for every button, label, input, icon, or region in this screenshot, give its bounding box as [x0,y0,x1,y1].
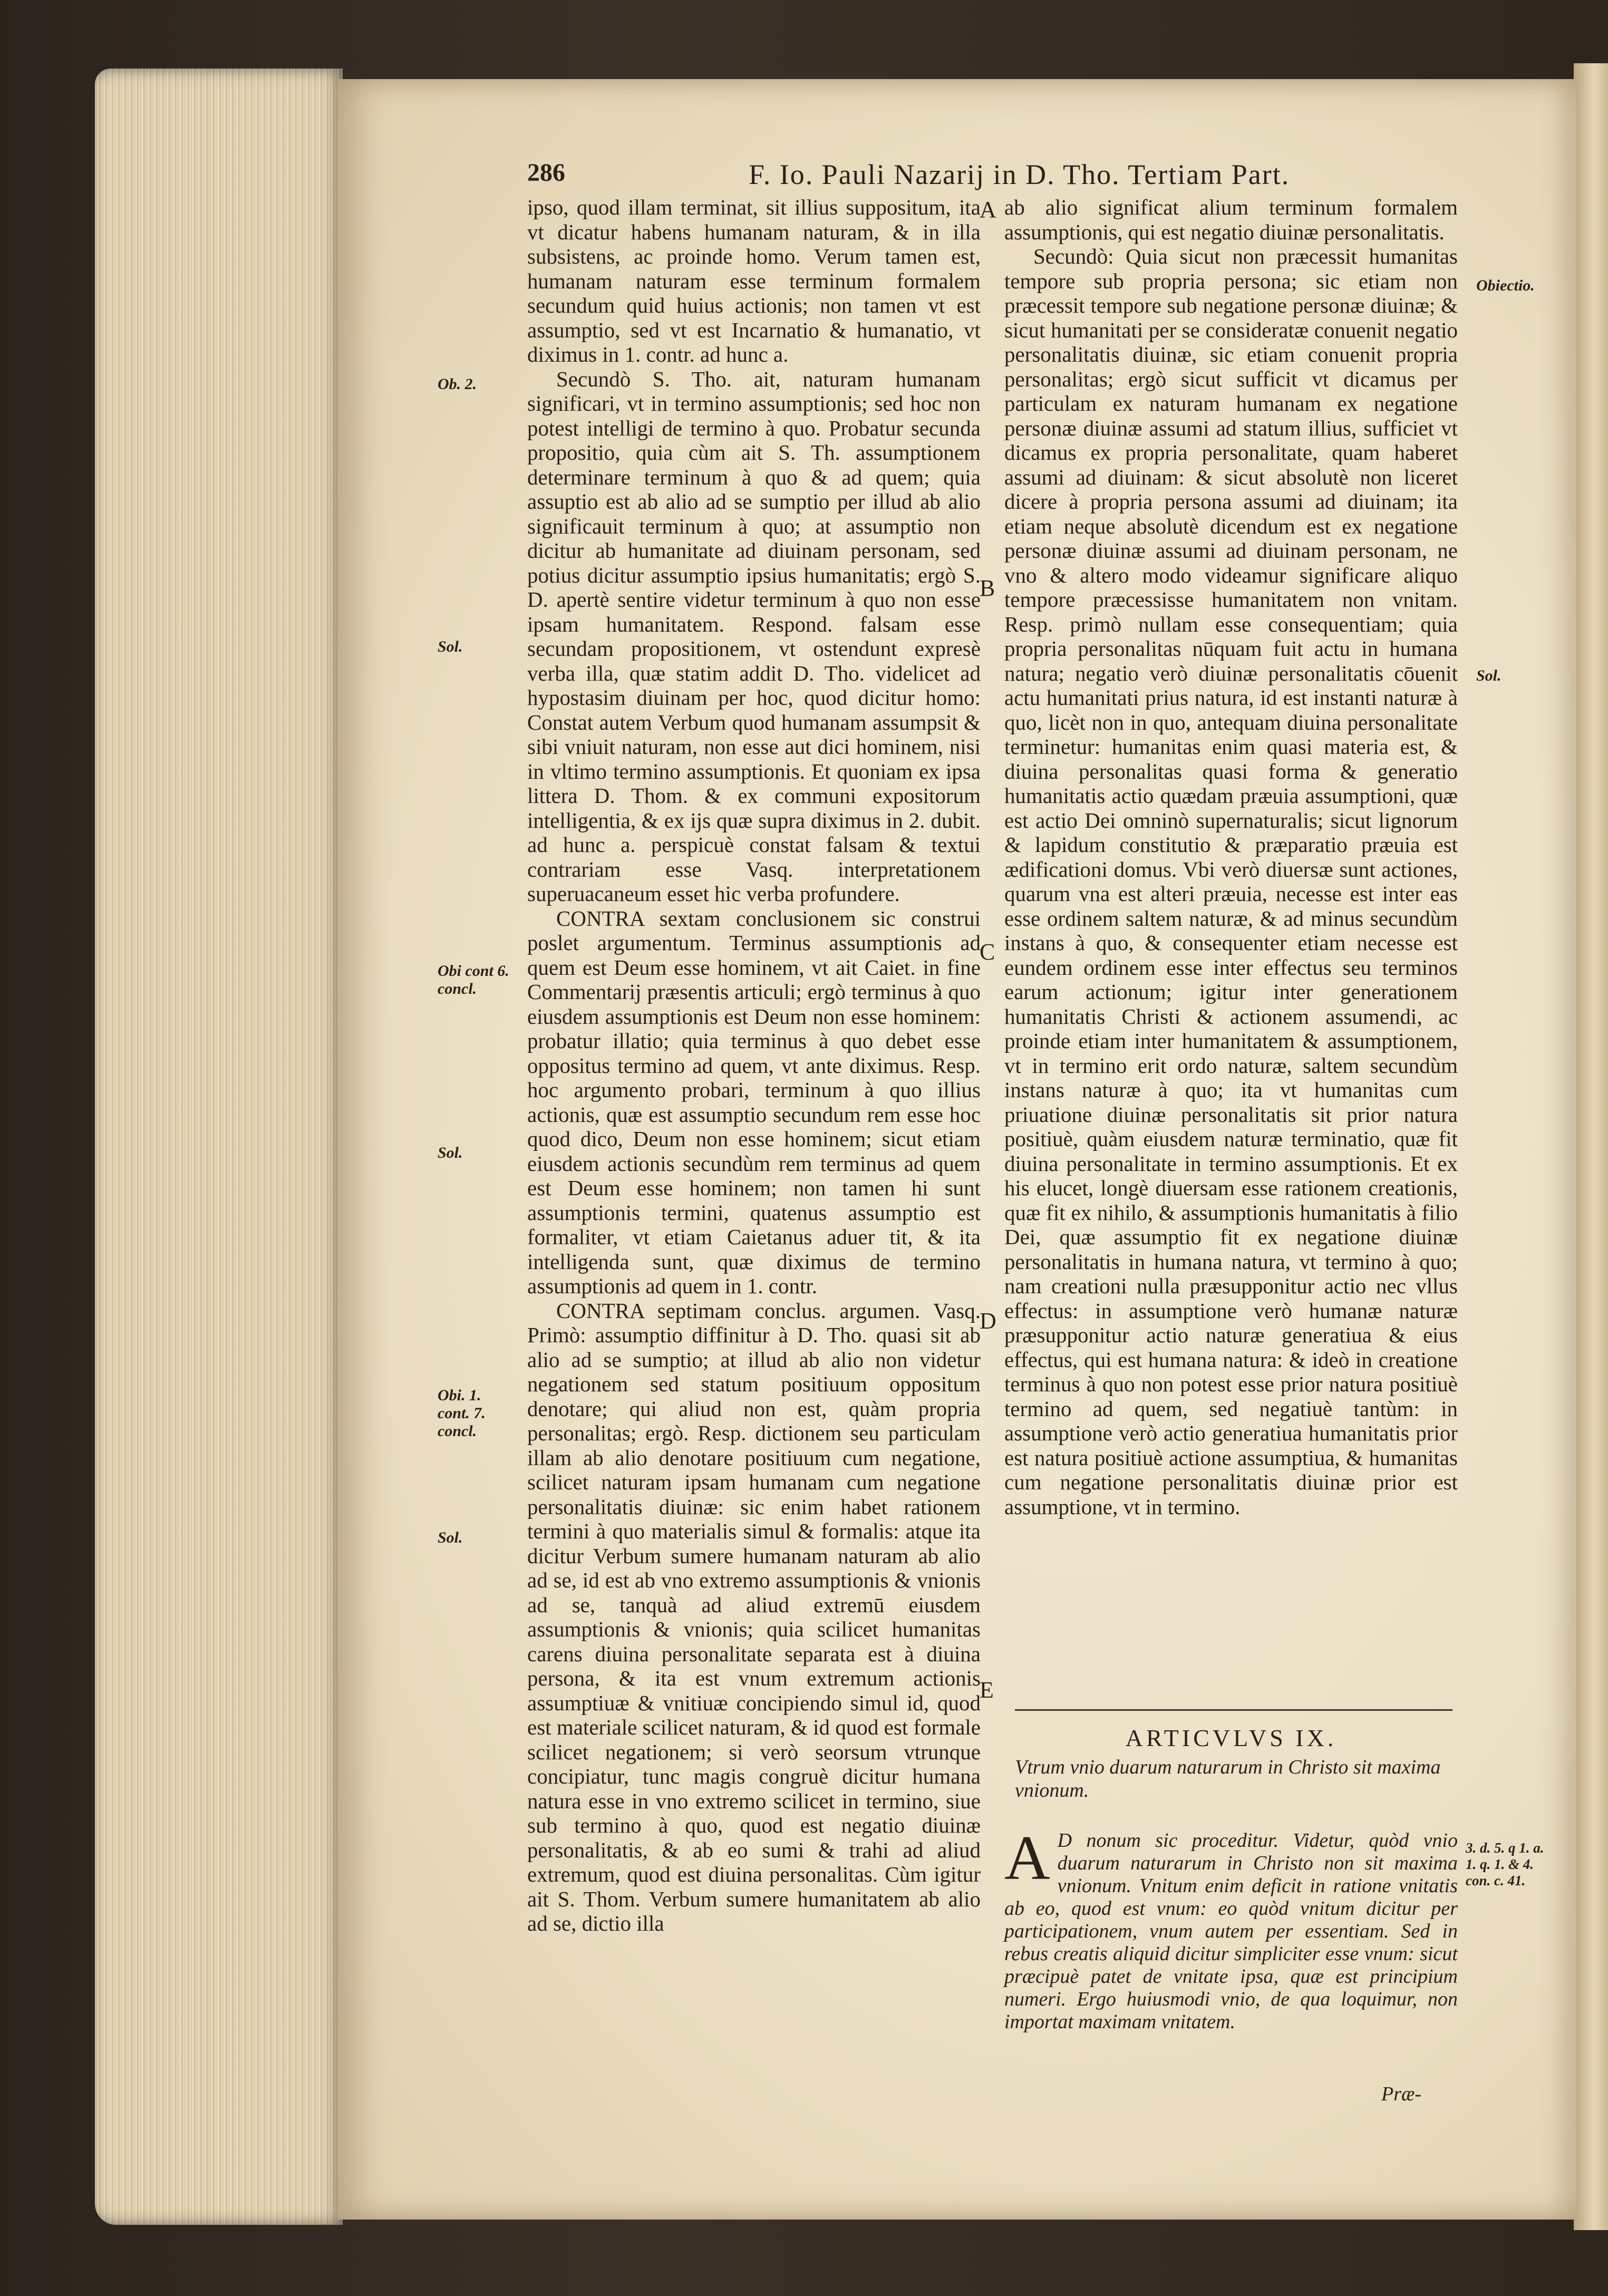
running-title: F. Io. Pauli Nazarij in D. Tho. Tertiam Part. [749,159,1290,190]
margin-note: Sol. [438,1144,463,1161]
margin-note: Sol. [438,638,463,655]
article-body [1004,1823,1458,2033]
article-text: D nonum sic proceditur. Videtur, quòd vnio duarum naturarum in Christo non sit maxima vnionum. Vnitum enim deficit in ratione vnitatis ab eo, quod est vnum: eo quòd vnitum dicitur per participationem, vnum autem per essentiam. Sed in rebus creatis aliquid dicitur simpliciter esse vnum: sicut præcipuè patet de vnitate ipsa, quæ est principium numeri. Ergo huiusmodi vnio, de qua loquimur, non importat maximam vnitatem. [1004,1829,1458,2033]
right-column [1004,195,1458,1519]
section-letter: D [980,1308,996,1334]
book-page-edges [95,69,343,2225]
margin-note: Obi. 1. cont. 7. concl. [438,1387,486,1440]
paragraph: CONTRA septimam conclus. argumen. Vasq. Primò: assumptio diffinitur à D. Tho. quasi sit ab alio ad se sumptio; at illud ab alio non videtur negationem sed statum positiuum oppositum denotare; qui aliud non est, quàm propria personalitas; ergò. Resp. dictionem seu particulam illam ab alio denotare positiuum cum negatione, scilicet naturam ipsam humanam cum negatione personalitatis diuinæ: sic enim habet rationem termini à quo materialis simul & formalis: atque ita dicitur Verbum sumere humanam naturam ab alio ad se, id est ab vno extremo assumptionis & vnionis ad se, tanquà ad aliud extremū eiusdem assumptionis & vnionis; quia scilicet humanitas carens diuina personalitate separata est à diuina persona, & ita est vnum extremum actionis assumptiuæ & vnitiuæ concipiendo simul id, quod est materiale scilicet naturam, & id quod est formale scilicet negationem; si verò seorsum vtrunque concipiatur, tunc magis congruè dicitur humana natura esse in vno extremo scilicet in termino, siue sub termino à quo, quod est negatio diuinæ personalitatis, & ab eo sumi & trahi ad aliud extremum, quod est diuina personalitas. Cùm igitur ait S. Thom. Verbum sumere humanitatem ab alio ad se, dictio illa [527,1298,981,1935]
section-letter: B [980,575,995,601]
margin-note: Obi cont 6. concl. [438,962,509,997]
drop-cap: A [1004,1823,1050,1893]
paragraph: Secundò S. Tho. ait, naturam humanam significari, vt in termino assumptionis; sed hoc non potest intelligi de termino à quo. Probatur secunda propositio, quia cùm ait S. Th. assumptionem determinare terminum à quo & ad quem; quia assuptio est ab alio ad se sumptio per illud ab alio significauit terminum à quo; at assumptio non dicitur ab humanitate ad diuinam personam, sed potius dicitur assumptio ipsius humanitatis; ergò S. D. apertè sentire videtur terminum à quo non esse ipsam humanitatem. Respond. falsam esse secundam propositionem, vt ostendunt expresè verba illa, quæ statim addit D. Tho. videlicet ad hypostasim diuinam per hoc, quod dicitur homo: Constat autem Verbum quod humanam assumpsit & sibi vniuit naturam, non esse aut dici hominem, nisi in vltimo termino assumptionis. Et quoniam ex ipsa littera D. Thom. & ex communi expositorum intelligentia, & ex ijs quæ supra diximus in 2. dubit. ad hunc a. perspicuè constat falsam & textui contrariam esse Vasq. interpretationem superuacaneum esset hic verba profundere. [527,366,981,906]
section-rule [1015,1709,1452,1711]
page-number: 286 [527,159,565,187]
paragraph: Secundò: Quia sicut non præcessit humanitas tempore sub propria persona; sic etiam non præcessit tempore sub negatione personæ diuinæ; & sicut humanitati per se consideratæ conuenit negatio personalitatis diuinæ, sic etiam conuenit propria personalitas; ergò sicut sufficit vt dicamus per particulam ex naturam humanam ex negatione personæ diuinæ assumi ad statum illius, sufficiet vt dicamus ex propria personalitate, quam haberet assumi ad diuinam: & sicut absolutè non liceret dicere à propria persona assumi ad diuinam; ita etiam neque absolutè dicendum est ex negatione personæ diuinæ assumi ad diuinam personam, ne vno & altero modo videamur significare aliquo tempore præcessisse humanitatem non vnitam. Resp. primò nullam esse consequentiam; quia propria personalitas nūquam fuit actu in humana natura; negatio verò diuinæ personalitatis cōuenit actu humanitati prius natura, id est instanti naturæ à quo, licèt non in quo, antequam diuina personalitate terminetur: humanitas enim quasi materia est, & diuina personalitas quasi forma & generatio humanitatis actio quædam præuia assumptioni, quæ est actio Dei omninò supernaturalis; sicut lignorum & lapidum constitutio & præparatio præuia est ædificationi domus. Vbi verò diuersæ sunt actiones, quarum vna est alteri præuia, necesse est inter eas esse ordinem saltem naturæ, & ad minus secundùm instans à quo, & consequenter etiam necesse est eundem ordinem esse inter effectus seu terminos earum actionum; igitur inter generationem humanitatis Christi & actionem assumendi, ac proinde etiam inter humanitatem & assumptionem, vt in termino erit ordo naturæ, saltem secundùm instans naturæ à quo; ita vt humanitas cum priuatione diuinæ personalitatis sit prior natura positiuè, quàm eiusdem naturæ terminatio, quæ fit diuina personalitate in termino assumptionis. Et ex his elucet, longè diuersam esse rationem creationis, quæ fit ex nihilo, & assumptionis humanitatis à filio Dei, quæ assumptio fit ex negatione diuinæ personalitatis in humana natura, vt termino à quo; nam creationi nulla præsupponitur actio nec vllus effectus: in assumptione verò humanæ naturæ præsupponitur actio naturæ generatiua & eius effectus, qui est humana natura: & ideò in creatione terminus à quo non potest esse prior natura positiuè termino ad quem, sed negatiuè tantùm: in assumptione verò actio generatiua humanitatis prior est natura positiuè actione assumptiua, & humanitas cum negatione personalitatis diuinæ prior est assumptione, vt in termino. [1004,244,1458,1519]
section-letter: C [980,939,995,965]
paragraph: ipso, quod illam terminat, sit illius suppositum, ita vt dicatur habens humanam naturam, & in illa subsistens, ac proinde homo. Verum tamen est, humanam naturam esse terminum formalem secundum quid huius actionis; non tamen vt est assumptio, sed vt est Incarnatio & humanatio, vt diximus in 1. contr. ad hunc a. [527,195,981,366]
left-column [527,195,981,1936]
catchword: Præ- [1381,2083,1421,2105]
margin-note: Sol. [438,1529,463,1546]
paragraph: CONTRA sextam conclusionem sic construi poslet argumentum. Terminus assumptionis ad quem est Deum esse hominem, vt ait Caiet. in fine Commentarij præsentis articuli; ergò terminus à quo eiusdem assumptionis est Deum non esse hominem: probatur illatio; quia terminus à quo debet esse oppositus termino ad quem, vt ante diximus. Resp. hoc argumento probari, terminum à quo illius actionis, quæ est assumptio secundum rem esse hoc quod dico, Deum non esse hominem; sicut etiam eiusdem actionis secundùm rem terminus ad quem est Deum esse hominem; non tamen hi sunt assumptionis termini, quatenus assumptio est formaliter, vt etiam Caietanus aduer tit, & ita intelligenda sunt, quæ diximus de termino assumptionis ad quem in 1. contr. [527,906,981,1298]
article-heading: ARTICVLVS IX. [1125,1725,1337,1751]
article-title: Vtrum vnio duarum naturarum in Christo sit maxima vnionum. [1015,1756,1441,1801]
margin-note: Sol. [1476,667,1502,684]
margin-note: Ob. 2. [438,375,477,393]
margin-note: 3. d. 5. q 1. a. 1. q. 1. & 4. con. c. 41. [1466,1840,1544,1888]
facing-page-edge [1574,63,1608,2230]
section-letter: E [980,1677,994,1703]
margin-note: Obiectio. [1476,277,1535,294]
section-letter: A [980,197,996,222]
running-head [527,158,1397,200]
paragraph: ab alio significat alium terminum formalem assumptionis, qui est negatio diuinæ personalitatis. [1004,195,1458,244]
